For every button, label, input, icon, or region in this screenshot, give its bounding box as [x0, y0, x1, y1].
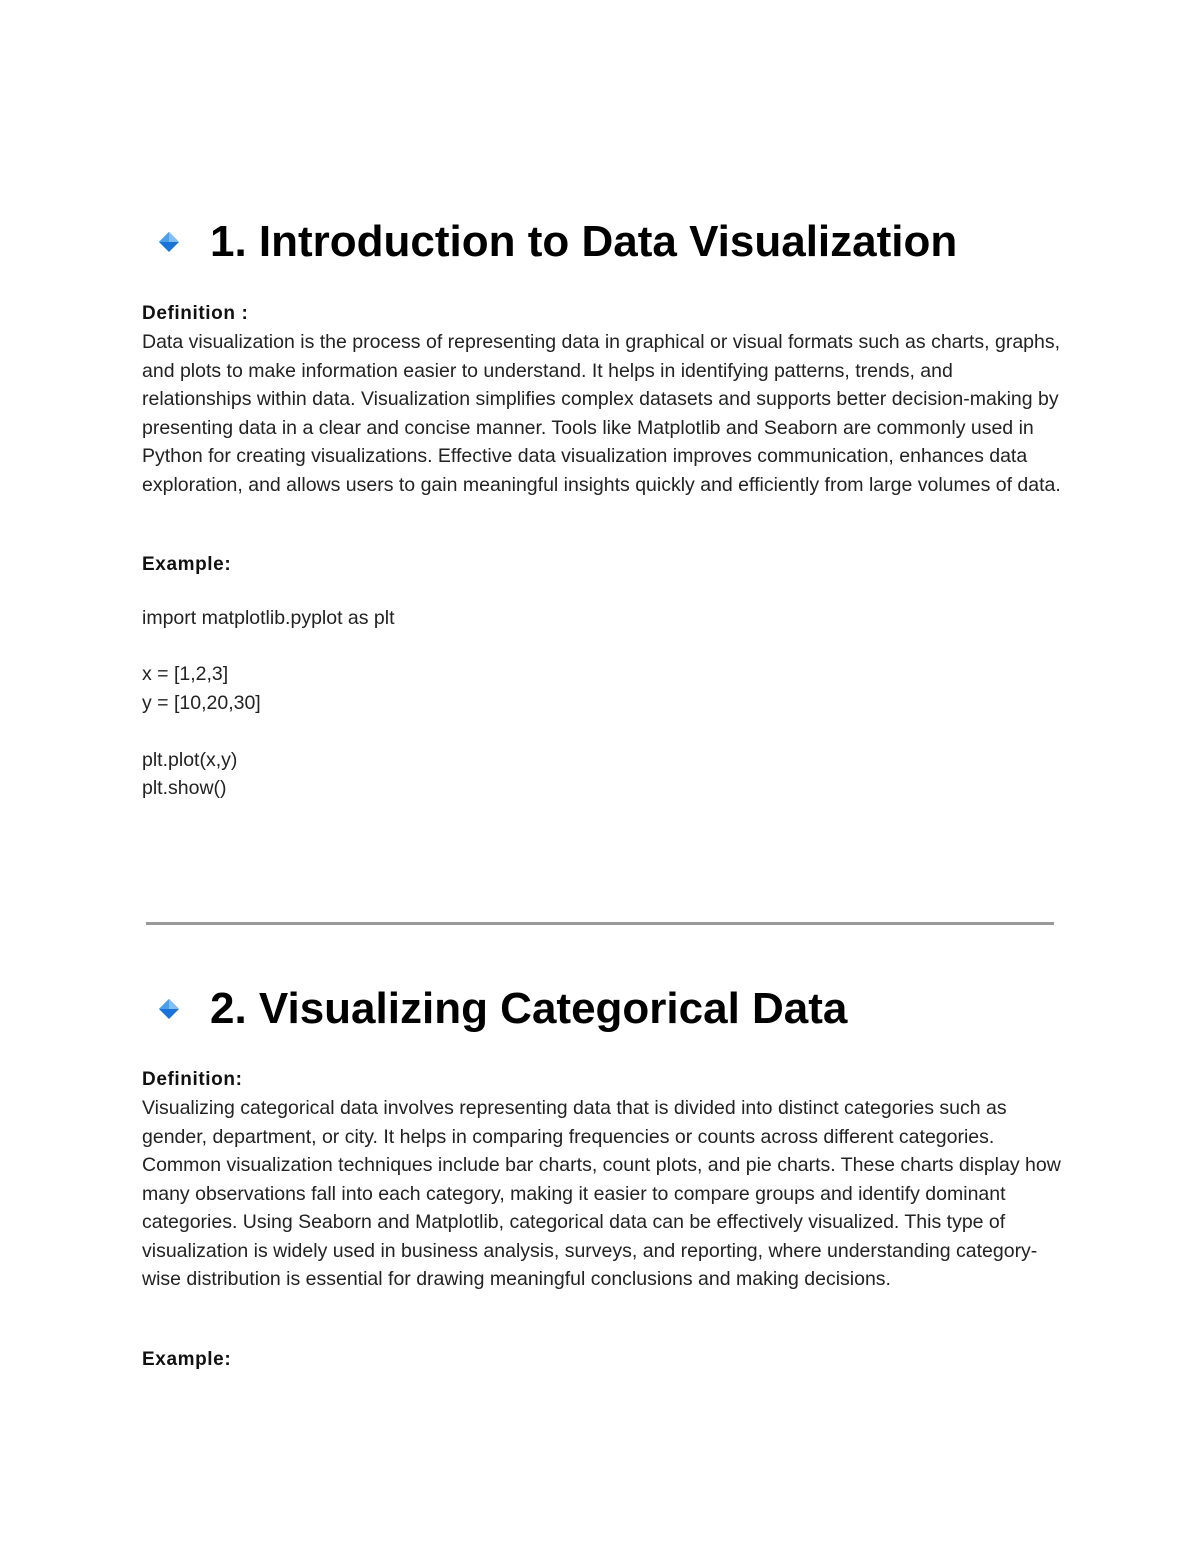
section-divider — [146, 922, 1054, 925]
code-line: plt.plot(x,y) — [142, 749, 238, 771]
code-line: plt.show() — [142, 777, 227, 799]
section1-definition-text: Data visualization is the process of representing data in graphical or visual formats such as charts, graphs, and plots to make information easier to understand. It helps in identifying patterns, trends, and relationships within data. Visualization simplifies complex datasets and supports better decision-making by presenting data in a clear and concise manner. Tools like Matplotlib and Seaborn are commonly used in Python for creating visualizations. Effective data visualization improves communication, enhances data exploration, and allows users to gain meaningful insights quickly and efficiently from large volumes of data. — [142, 331, 1061, 496]
section1-definition-label: Definition : — [142, 303, 249, 324]
section1-heading — [158, 217, 958, 266]
section2-example-label: Example: — [142, 1349, 232, 1370]
section1-title: 1. Introduction to Data Visualization — [210, 217, 958, 266]
code-line: import matplotlib.pyplot as plt — [142, 607, 395, 629]
code-line: y = [10,20,30] — [142, 692, 261, 714]
section2-definition-label: Definition: — [142, 1069, 243, 1090]
diamond-icon — [158, 998, 180, 1020]
section2-definition-text: Visualizing categorical data involves representing data that is divided into distinct categories such as gender, department, or city. It helps in comparing frequencies or counts across different categories. Common visualization techniques include bar charts, count plots, and pie charts. These charts display how many observations fall into each category, making it easier to compare groups and identify dominant categories. Using Seaborn and Matplotlib, categorical data can be effectively visualized. This type of visualization is widely used in business analysis, surveys, and reporting, where understanding category-wise distribution is essential for drawing meaningful conclusions and making decisions. — [142, 1097, 1061, 1290]
section2-heading — [158, 984, 848, 1033]
section1-example-label: Example: — [142, 554, 232, 575]
section2-title: 2. Visualizing Categorical Data — [210, 984, 848, 1033]
code-line: x = [1,2,3] — [142, 663, 229, 685]
diamond-icon — [158, 231, 180, 253]
